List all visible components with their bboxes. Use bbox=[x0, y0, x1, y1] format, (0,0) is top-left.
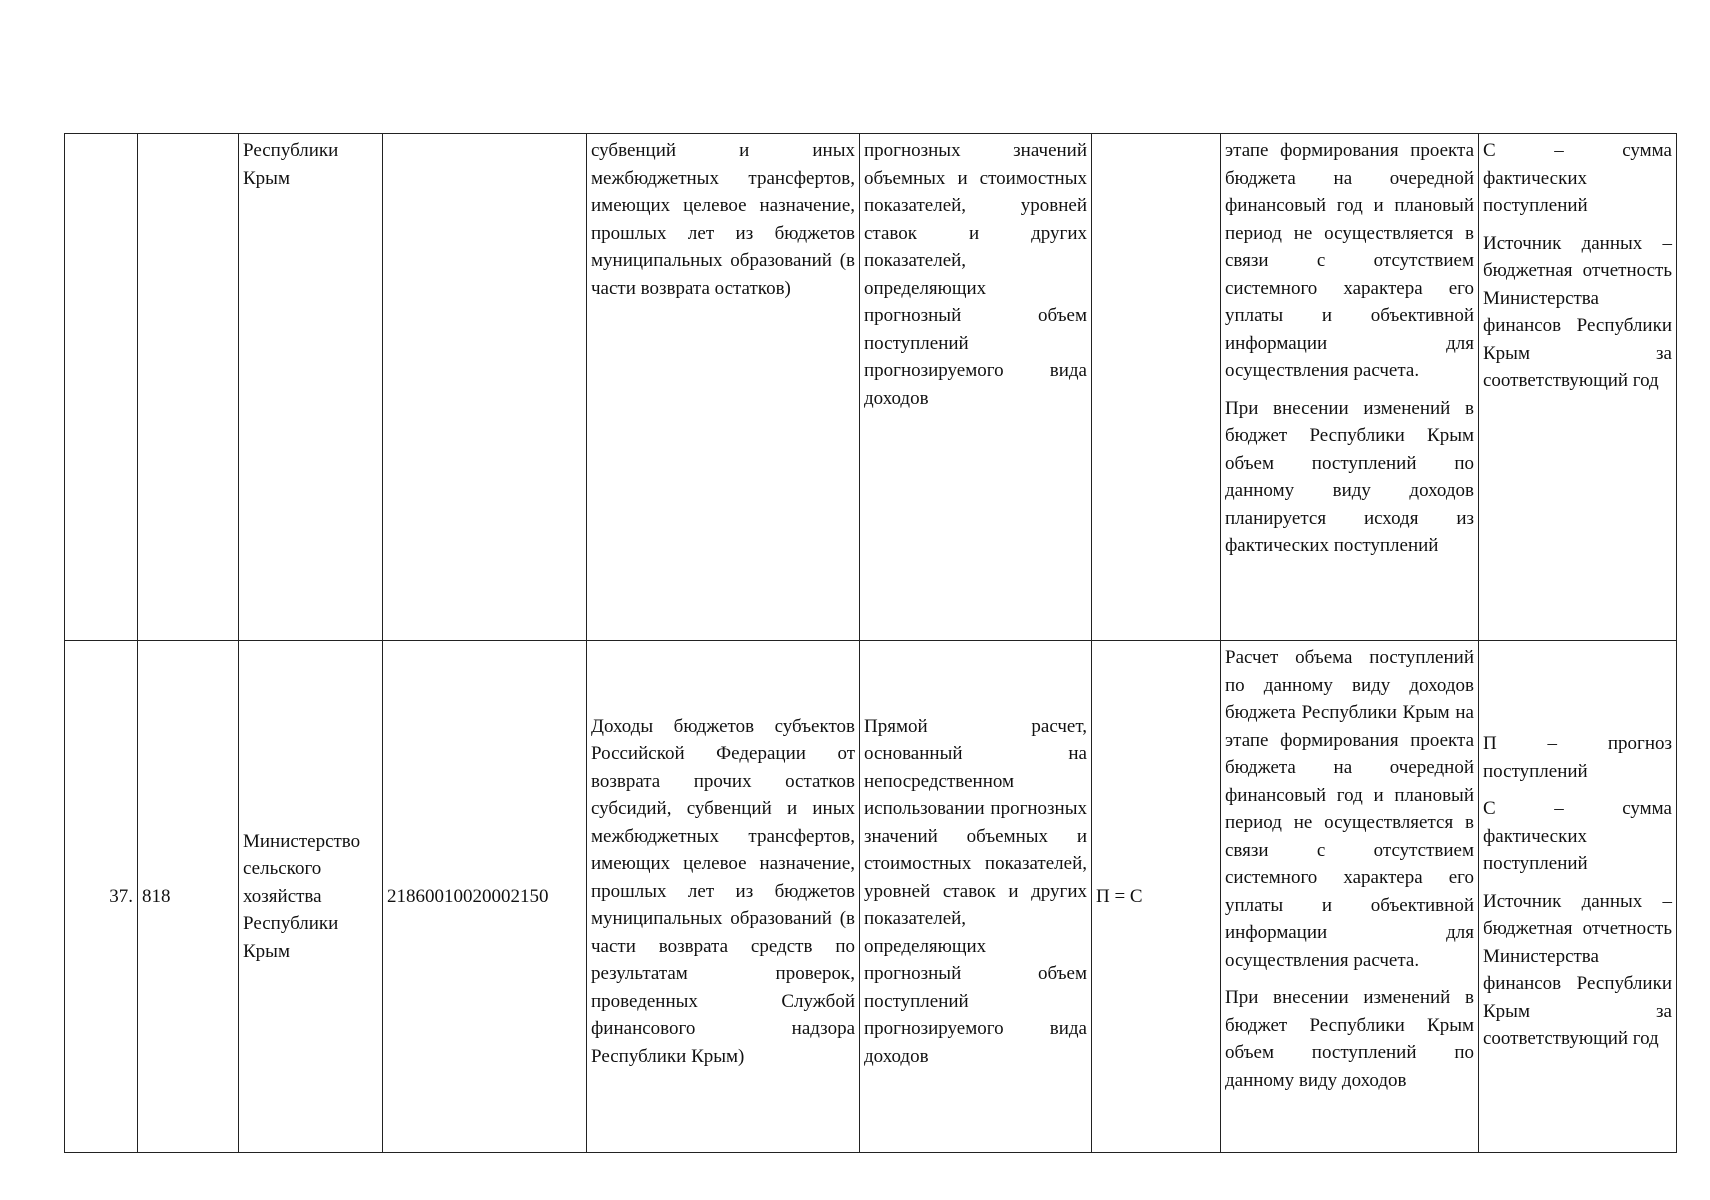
indicator-paragraph: Источник данных – бюджетная отчетность Министерства финансов Республики Крым за соответствующий год bbox=[1483, 232, 1672, 391]
indicator-paragraph: С – сумма фактических поступлений bbox=[1483, 140, 1672, 216]
formula-cell bbox=[1092, 134, 1221, 641]
admin-name-cell: Республики Крым bbox=[239, 134, 383, 641]
indicator-paragraph: С – сумма фактических поступлений bbox=[1483, 798, 1672, 875]
algorithm-paragraph: При внесении изменений в бюджет Республики Крым объем поступлений по данному виду доходов планируется исходя из фактических поступлений bbox=[1225, 397, 1474, 556]
method-text: Прямой расчет, основанный на непосредственном использовании прогнозных значений объемных и стоимостных показателей, уровней ставок и других показателей, определяющих прогнозный объем поступлений прогнозируемого вида доходов bbox=[864, 715, 1087, 1067]
table-row bbox=[65, 134, 1677, 641]
income-name-text: субвенций и иных межбюджетных трансфертов, имеющих целевое назначение, прошлых лет из бюджетов муниципальных образований (в части возврата остатков) bbox=[591, 140, 855, 299]
algorithm-paragraph: этапе формирования проекта бюджета на очередной финансовый год и плановый период не осуществляется в связи с отсутствием системного характера его уплаты и объективной информации для осуществления расчета. bbox=[1225, 140, 1474, 381]
admin-code-cell bbox=[138, 134, 239, 641]
method-cell bbox=[860, 134, 1092, 641]
row-number-cell bbox=[65, 134, 138, 641]
method-text: прогнозных значений объемных и стоимостных показателей, уровней ставок и других показателей, определяющих прогнозный объем поступлений прогнозируемого вида доходов bbox=[864, 140, 1087, 409]
kbk-cell bbox=[383, 134, 587, 641]
indicator-cell bbox=[1479, 641, 1677, 1153]
algorithm-paragraph: Расчет объема поступлений по данному виду доходов бюджета Республики Крым на этапе формирования проекта бюджета на очередной финансовый год и плановый период не осуществляется в связи с отсутствием системного характера его уплаты и объективной информации для осуществления расчета. bbox=[1225, 647, 1474, 971]
algorithm-cell bbox=[1221, 641, 1479, 1153]
income-name-text: Доходы бюджетов субъектов Российской Федерации от возврата прочих остатков субсидий, субвенций и иных межбюджетных трансфертов, имеющих целевое назначение, прошлых лет из бюджетов муниципальных образований (в части возврата средств по результатам проверок, проведенных Службой финансового надзора Республики Крым) bbox=[591, 715, 855, 1067]
row-number-cell: 37. bbox=[65, 641, 138, 1153]
method-cell bbox=[860, 641, 1092, 1153]
table-row bbox=[65, 641, 1677, 1153]
income-name-cell bbox=[587, 134, 860, 641]
income-name-cell bbox=[587, 641, 860, 1153]
algorithm-cell bbox=[1221, 134, 1479, 641]
revenue-method-table bbox=[64, 133, 1677, 1153]
algorithm-paragraph: При внесении изменений в бюджет Республики Крым объем поступлений по данному виду доходов bbox=[1225, 987, 1474, 1091]
kbk-cell: 21860010020002150 bbox=[383, 641, 587, 1153]
indicator-cell bbox=[1479, 134, 1677, 641]
indicator-paragraph: Источник данных – бюджетная отчетность Министерства финансов Республики Крым за соответствующий год bbox=[1483, 890, 1672, 1050]
indicator-paragraph: П – прогноз поступлений bbox=[1483, 733, 1672, 782]
formula-cell: П = С bbox=[1092, 641, 1221, 1153]
admin-name-cell: Министерство сельского хозяйства Республики Крым bbox=[239, 641, 383, 1153]
admin-code-cell: 818 bbox=[138, 641, 239, 1153]
